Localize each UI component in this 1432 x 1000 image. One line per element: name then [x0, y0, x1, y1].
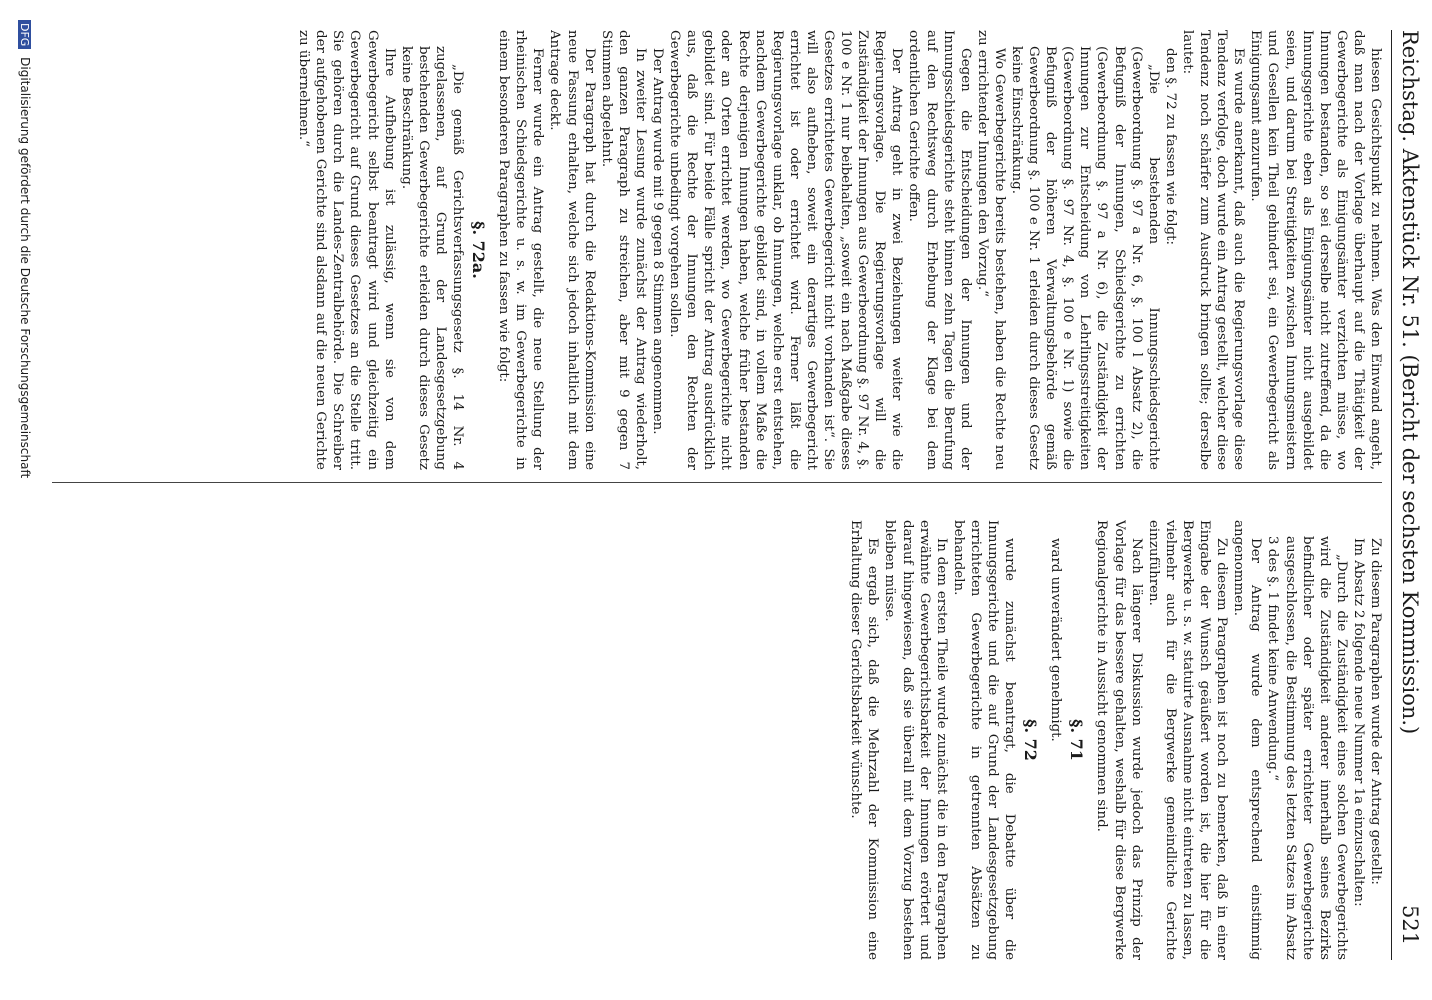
paragraph: Zu diesem Paragraphen ist noch zu bemerken, daß in einer Eingabe der Wunsch geäußert worden ist, die hier für die Bergwerke u. s. w. statuirte Ausnahme nicht eintreten zu lassen, vielmehr auch für die Bergwerke gemeindliche Gerichte einzuführen. [1145, 520, 1230, 960]
section-heading: §. 71 [1067, 719, 1087, 761]
paragraph: Der Antrag geht in zwei Beziehungen weiter wie die Regierungsvorlage. Die Regierungsvorlage will die Zuständigkeit der Innungen aus Gewerbeordnung §. 97 Nr. 4, §. 100 e Nr. 1 nur beibehalten, „soweit ein nach Maßgabe dieses Gesetzes errichtetes Gewerbegericht nicht vorhanden ist“. Sie will also aufheben, soweit ein derartiges Gewerbegericht errichtet ist oder errichtet wird. Ferner läßt die Regierungsvorlage unklar, ob Innungen, welche erst entstehen, nachdem Gewerbegerichte gebildet sind, in vollem Maße die Rechte derjenigen Innungen haben, welche früher bestanden oder an Orten errichtet werden, wo Gewerbegerichte nicht gebildet sind. Für beide Fälle spricht der Antrag ausdrücklich aus, daß die Rechte der Innungen den Rechten der Gewerbegerichte unbedingt vorgehen sollen. [667, 30, 905, 470]
paragraph: Zu diesem Paragraphen wurde der Antrag gestellt: [1368, 538, 1383, 885]
paragraph: Wo Gewerbegerichte bereits bestehen, haben die Rechte neu zu errichtender Innungen den Vorzug.“ [974, 30, 1007, 470]
right-column [44, 520, 1384, 960]
paragraph: „Die bestehenden Innungsschiedsgerichte (Gewerbeordnung §. 97 a Nr. 6, §. 100 l Absatz 2), die Befugniß der Innungen, Schiedsgerichte zu errichten (Gewerbeordnung §. 97 a Nr. 6), die Zuständigkeit der Innungen zur Entscheidung von Lehrlingsstreitigkeiten (Gewerbeordnung §. 97 Nr. 4, §. 100 e Nr. 1) sowie die Befugniß der höheren Verwaltungsbehörde gemäß Gewerbeordnung §. 100 e Nr. 1 erleiden durch dieses Gesetz keine Einschränkung. [1009, 46, 1161, 470]
section-heading: §. 72 [1021, 719, 1041, 761]
paragraph: Der Antrag wurde dem entsprechend einstimmig angenommen. [1231, 520, 1264, 960]
paragraph: Ihre Aufhebung ist zulässig, wenn sie von dem Gewerbegericht selbst beantragt wird und gleichzeitig ein Gewerbegericht auf Grund dieses Gesetzes an die Stelle tritt. Sie gehören durch die Landes-Zentralbehörde. Die Schreiber der aufgehobenen Gerichte sind alsdann auf die neuen Gerichte zu übernehmen.“ [296, 30, 397, 470]
paragraph: ward unverändert genehmigt. [1048, 538, 1064, 742]
paragraph: Gegen die Entscheidungen der Innungen und der Innungsschiedsgerichte steht binnen zehn Tagen die Berufung auf den Rechtsweg durch Erhebung der Klage bei dem ordentlichen Gerichte offen. [906, 30, 973, 470]
page-number: 521 [1398, 905, 1422, 946]
dfg-logo-icon: DFG [18, 20, 31, 49]
column-divider [52, 482, 1382, 483]
paragraph: Es wurde anerkannt, daß auch die Regierungsvorlage diese Tendenz verfolge, doch wurde ein Antrag gestellt, welcher diese Tendenz noch schärfer zum Ausdruck bringen sollte; derselbe lautet: [1179, 30, 1247, 470]
paragraph: Ferner wurde ein Antrag gestellt, die neue Stellung der rheinischen Schiedsgerichte u. s. w. im Gewerbegerichte in einem besonderen Paragraphen zu fassen wie folgt: [496, 30, 546, 470]
paragraph: In zweiter Lesung wurde zunächst der Antrag wiederholt, den ganzen Paragraph zu streichen, aber mit 9 gegen 7 Stimmen abgelehnt. [598, 30, 648, 470]
paragraph: Im Absatz 2 folgende neue Nummer 1a einzuschalten: [1350, 538, 1366, 907]
paragraph: hiesen Gesichtspunkt zu nehmen. Was den Einwand angeht, daß man nach der Vorlage überhaupt auf die Thätigkeit der Gewerbegerichte als Einigungsämter verzichten müsse, wo Innungen bestanden, so sei derselbe nicht zutreffend, da die Innungsgerichte eben als Einigungsämter nicht ausgebildet seien, und darum bei Streitigkeiten zwischen Innungsmeistern und Gesellen kein Theil gehindert sei, ein Gewerbegericht als Einigungsamt anzurufen. [1248, 30, 1383, 470]
paragraph: „Die gemäß Gerichtsverfassungsgesetz §. 14 Nr. 4 zugelassenen, auf Grund der Landesgesetzgebung bestehenden Gewerbegerichte erleiden durch dieses Gesetz keine Beschränkung. [398, 46, 466, 470]
paragraph: den §. 72 zu fassen wie folgt: [1162, 48, 1178, 245]
left-column [44, 30, 1384, 470]
paragraph: Der Paragraph hat durch die Redaktions-Kommission eine neue Fassung erhalten, welche sich jedoch inhaltlich mit dem Antrage deckt. [547, 30, 597, 470]
paragraph: In dem ersten Theile wurde zunächst die in den Paragraphen erwähnte Gewerbegerichtsbarkeit der Innungen erörtert und darauf hingewiesen, daß sie überall mit dem Vorzug bestehen bleiben müsse. [882, 520, 949, 960]
paragraph: „Durch die Zuständigkeit eines solchen Gewerbegerichts wird die Zuständigkeit anderer innerhalb seines Bezirks befindlicher oder später errichteter Gewerbegerichte ausgeschlossen, die Bestimmung des letzten Satzes im Absatz 3 des §. 1 findet keine Anwendung.“ [1265, 536, 1349, 960]
page-header: Reichstag. Aktenstück Nr. 51. (Bericht der sechsten Kommission.) [1398, 30, 1422, 735]
section-heading: §. 72a. [469, 221, 489, 279]
header-rule [1391, 30, 1392, 960]
digitization-note [18, 20, 32, 960]
paragraph: Nach längerer Diskussion wurde jedoch das Prinzip der Vorlage für das bessere gehalten, weshalb für diese Bergwerke Regionalgerichte in Aussicht genommen sind. [1094, 520, 1144, 960]
paragraph: Es ergab sich, daß die Mehrzahl der Kommission eine Erhaltung dieser Gerichtsbarkeit wünschte. [848, 520, 881, 960]
paragraph: Der Antrag wurde mit 9 gegen 8 Stimmen angenommen. [650, 48, 666, 435]
digitization-note-text: Digitalisierung gefördert durch die Deutsche Forschungsgemeinschaft [18, 57, 32, 479]
paragraph: wurde zunächst beantragt, die Debatte über die Innungsgerichte und die auf Grund der Landesgesetzgebung errichteten Gewerbegerichte in getrennten Absätzen zu behandeln. [950, 520, 1018, 960]
